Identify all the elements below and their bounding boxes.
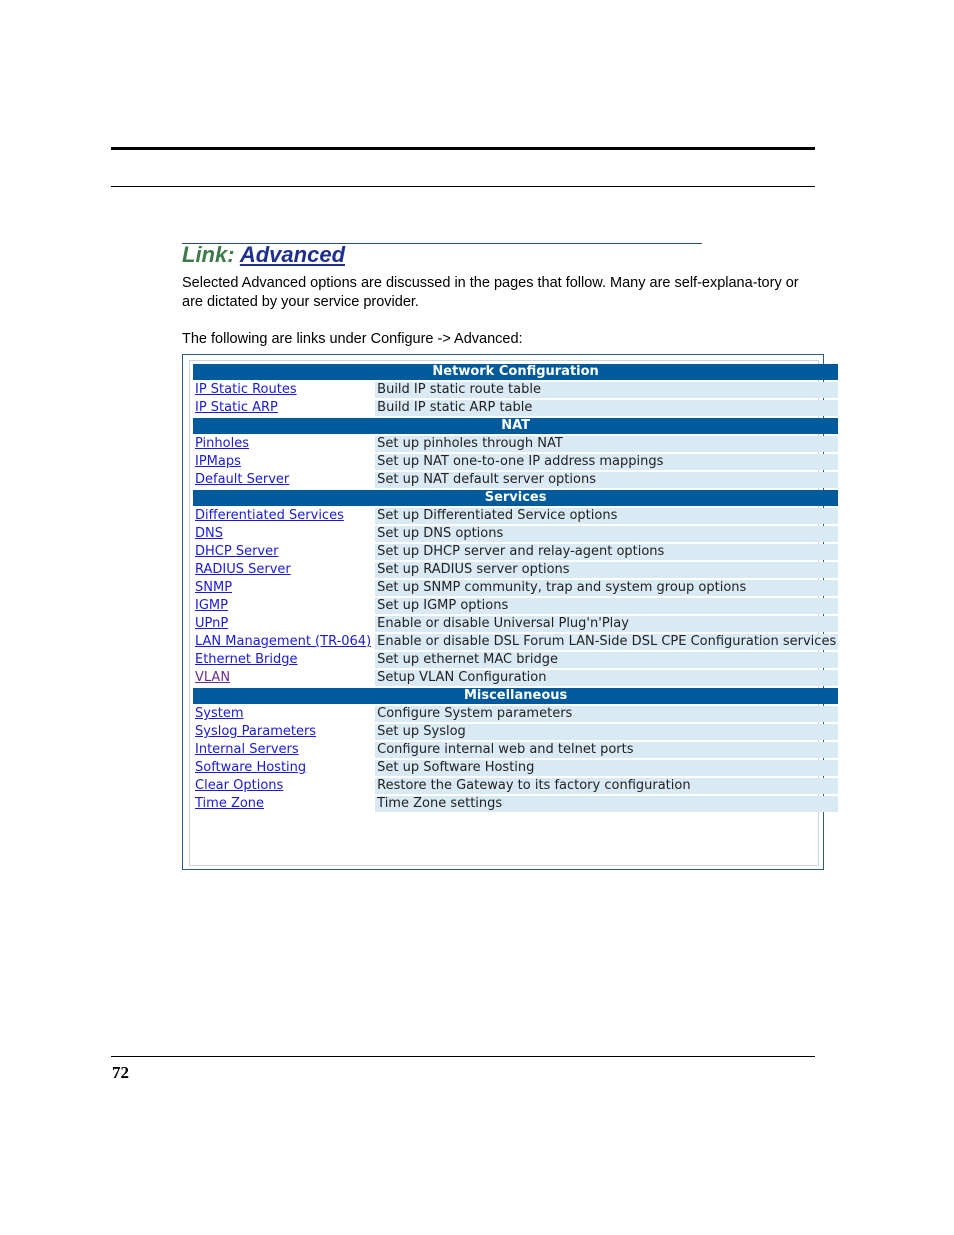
description-cell: Set up Software Hosting	[375, 760, 838, 776]
table-row	[193, 382, 838, 398]
table-row	[193, 508, 838, 524]
description-cell: Set up IGMP options	[375, 598, 838, 614]
link-cell	[193, 616, 373, 632]
advanced-links-panel	[182, 354, 837, 870]
description-cell: Set up NAT one-to-one IP address mappings	[375, 454, 838, 470]
section-header: Miscellaneous	[193, 688, 838, 704]
link-cell	[193, 652, 373, 668]
link-cell	[193, 454, 373, 470]
description-cell: Enable or disable DSL Forum LAN-Side DSL CPE Configuration services	[377, 634, 837, 649]
table-row	[193, 472, 838, 488]
description-cell: Set up SNMP community, trap and system group options	[375, 580, 838, 596]
section-heading	[182, 241, 345, 269]
section-header-row	[193, 364, 838, 380]
link-cell	[193, 760, 373, 776]
heading-prefix: Link:	[182, 242, 240, 267]
config-link[interactable]: Clear Options	[195, 778, 284, 793]
link-cell	[193, 742, 373, 758]
table-row	[193, 436, 838, 452]
table-row	[193, 724, 838, 740]
link-cell	[193, 598, 373, 614]
config-link[interactable]: UPnP	[195, 616, 229, 631]
description-cell: Set up DNS options	[375, 526, 838, 542]
section-header-row	[193, 418, 838, 434]
link-cell	[193, 400, 373, 416]
config-link[interactable]: Ethernet Bridge	[195, 652, 298, 667]
section-header-row	[193, 688, 838, 704]
description-cell: Setup VLAN Configuration	[375, 670, 838, 686]
link-cell	[193, 436, 373, 452]
config-link[interactable]: IP Static ARP	[195, 400, 278, 415]
description-cell: Time Zone settings	[375, 796, 838, 812]
link-cell	[193, 544, 373, 560]
description-cell: Set up NAT default server options	[375, 472, 838, 488]
description-cell: Configure System parameters	[375, 706, 838, 722]
config-link[interactable]: System	[195, 706, 244, 721]
link-cell	[193, 724, 373, 740]
footer-rule	[111, 1056, 815, 1057]
link-cell	[193, 508, 373, 524]
link-cell	[193, 796, 373, 812]
table-row	[193, 778, 838, 794]
description-cell: Restore the Gateway to its factory configuration	[375, 778, 838, 794]
link-cell	[193, 382, 373, 398]
description-cell: Set up ethernet MAC bridge	[375, 652, 838, 668]
config-link[interactable]: Syslog Parameters	[195, 724, 317, 739]
config-link[interactable]: Internal Servers	[195, 742, 299, 757]
link-cell	[193, 562, 373, 578]
table-row	[193, 526, 838, 542]
description-cell: Build IP static route table	[375, 382, 838, 398]
heading-title: Advanced	[239, 242, 346, 267]
table-row	[193, 796, 838, 812]
section-header-row	[193, 490, 838, 506]
config-link[interactable]: IP Static Routes	[195, 382, 297, 397]
config-link[interactable]: VLAN	[195, 670, 231, 685]
description-cell: Build IP static ARP table	[375, 400, 838, 416]
section-header: Services	[193, 490, 838, 506]
link-cell	[193, 670, 373, 686]
config-link[interactable]: SNMP	[195, 580, 233, 595]
section-header: NAT	[193, 418, 838, 434]
config-link[interactable]: Time Zone	[195, 796, 265, 811]
link-cell	[193, 634, 373, 650]
link-cell	[193, 778, 373, 794]
header-rule-thick	[111, 147, 815, 150]
config-link[interactable]: IGMP	[195, 598, 228, 613]
intro-paragraph: Selected Advanced options are discussed in the pages that follow. Many are self-explana-tory or are dictated by your service provider.	[182, 275, 799, 310]
config-link[interactable]: Differentiated Services	[195, 508, 344, 523]
table-row	[193, 562, 838, 578]
table-row	[193, 616, 838, 632]
description-cell: Set up RADIUS server options	[375, 562, 838, 578]
config-link[interactable]: LAN Management (TR-064)	[195, 634, 372, 649]
config-link[interactable]: Pinholes	[195, 436, 249, 451]
table-row	[193, 706, 838, 722]
links-intro: The following are links under Configure -> Advanced:	[182, 331, 523, 347]
description-cell: Set up pinholes through NAT	[375, 436, 838, 452]
section-header: Network Configuration	[193, 364, 838, 380]
header-rule-thin	[111, 186, 815, 187]
table-row	[193, 598, 838, 614]
table-row	[193, 544, 838, 560]
config-link[interactable]: DNS	[195, 526, 223, 541]
config-link[interactable]: DHCP Server	[195, 544, 279, 559]
table-row	[193, 742, 838, 758]
table-row	[193, 670, 838, 686]
description-cell: Set up DHCP server and relay-agent options	[375, 544, 838, 560]
config-link[interactable]: Default Server	[195, 472, 290, 487]
config-link[interactable]: IPMaps	[195, 454, 241, 469]
link-cell	[193, 472, 373, 488]
table-row	[193, 400, 838, 416]
description-cell: Enable or disable Universal Plug'n'Play	[375, 616, 838, 632]
description-cell: Configure internal web and telnet ports	[375, 742, 838, 758]
description-cell: Set up Syslog	[375, 724, 838, 740]
advanced-links-panel-inner	[189, 360, 837, 866]
config-link[interactable]: Software Hosting	[195, 760, 307, 775]
table-row	[193, 454, 838, 470]
link-cell	[193, 526, 373, 542]
table-row	[193, 580, 838, 596]
page-number: 72	[112, 1063, 129, 1082]
link-cell	[193, 706, 373, 722]
table-row	[193, 634, 838, 650]
link-cell	[193, 580, 373, 596]
description-cell: Set up Differentiated Service options	[375, 508, 838, 524]
config-link[interactable]: RADIUS Server	[195, 562, 291, 577]
table-row	[193, 652, 838, 668]
table-row	[193, 760, 838, 776]
advanced-links-table	[191, 362, 840, 814]
